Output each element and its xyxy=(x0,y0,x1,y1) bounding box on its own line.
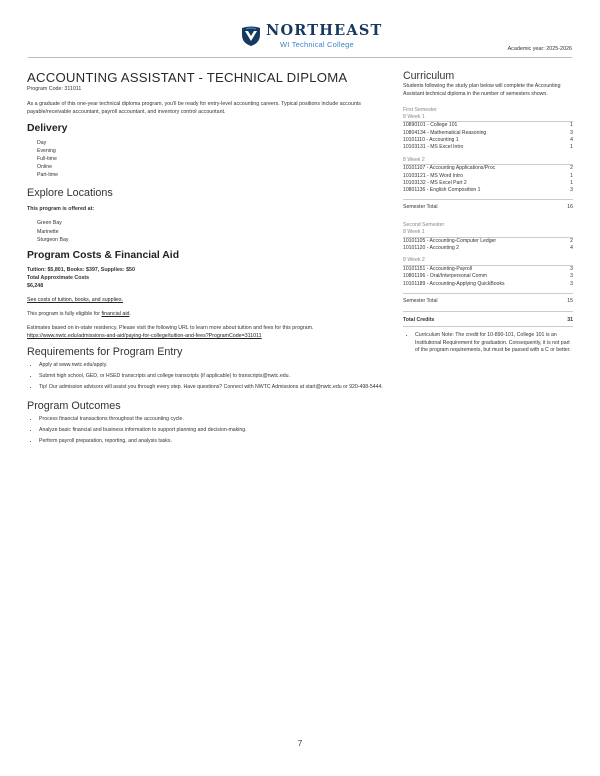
header-divider xyxy=(28,57,572,58)
eligible-prefix: This program is fully eligible for xyxy=(27,310,101,317)
semester-total-row xyxy=(403,204,573,210)
academic-year: Academic year: 2025-2026 xyxy=(507,46,572,52)
course-name: 10103131 - MS Excel Intro xyxy=(403,144,464,151)
delivery-item: Full-time xyxy=(37,156,57,163)
divider xyxy=(403,326,573,327)
course-row xyxy=(403,238,573,245)
course-credits: 1 xyxy=(570,122,573,129)
course-credits: 1 xyxy=(570,172,573,179)
curriculum-heading: Curriculum xyxy=(403,70,455,82)
curriculum-column xyxy=(403,70,573,355)
course-row xyxy=(403,173,573,180)
college-logo xyxy=(240,24,383,48)
course-name: 10101189 - Accounting-Applying QuickBooks xyxy=(403,280,505,287)
course-credits: 2 xyxy=(570,237,573,244)
semester-total-value: 15 xyxy=(567,298,573,305)
course-name: 10103121 - MS Word Intro xyxy=(403,172,463,179)
locations-heading: Explore Locations xyxy=(27,187,113,200)
course-row xyxy=(403,266,573,273)
course-name: 10801196 - Oral/Interpersonal Comm xyxy=(403,273,487,280)
divider xyxy=(403,311,573,312)
course-credits: 4 xyxy=(570,245,573,252)
logo-name: NORTHEAST xyxy=(266,22,383,39)
page-title: ACCOUNTING ASSISTANT - TECHNICAL DIPLOMA xyxy=(27,70,348,85)
offered-at-label: This program is offered at: xyxy=(27,206,95,213)
week-label: 8 Week 2 xyxy=(403,156,425,163)
course-credits: 3 xyxy=(570,129,573,136)
course-credits: 3 xyxy=(570,266,573,273)
semester-total-label: Semester Total xyxy=(403,204,438,211)
course-row xyxy=(403,273,573,280)
outcomes-heading: Program Outcomes xyxy=(27,400,121,413)
course-credits: 3 xyxy=(570,273,573,280)
estimates-text: Estimates based on in-state residency. Please visit the following URL to learn more about tuition and fees for this program. xyxy=(27,324,314,331)
location-item: Sturgeon Bay xyxy=(37,236,69,243)
location-item: Marinette xyxy=(37,228,59,235)
requirements-heading: Requirements for Program Entry xyxy=(27,345,183,358)
see-costs-link[interactable]: See costs of tuition, books, and supplies. xyxy=(27,296,123,303)
first-semester-label: First Semester xyxy=(403,107,437,113)
program-column xyxy=(27,70,387,449)
course-name: 10804134 - Mathematical Reasoning xyxy=(403,129,487,136)
course-name: 10101120 - Accounting 2 xyxy=(403,245,459,252)
locations-list xyxy=(37,219,387,243)
program-description: As a graduate of this one-year technical diploma program, you'll be ready for entry-level accounting careers. Typical positions include accounts payable/receivable accountant, payroll accountant, and inventory control accountant. xyxy=(27,101,361,115)
course-name: 10801136 - English Composition 1 xyxy=(403,187,481,194)
delivery-item: Day xyxy=(37,140,47,146)
week-label: 8 Week 1 xyxy=(403,229,425,236)
course-row xyxy=(403,281,573,288)
outcome-item: • Process financial transactions throughout the accounting cycle. xyxy=(39,416,387,424)
course-row xyxy=(403,245,573,252)
divider xyxy=(403,199,573,200)
course-credits: 2 xyxy=(570,165,573,172)
total-costs-value: $6,248 xyxy=(27,282,44,289)
semester-total-value: 16 xyxy=(567,204,573,211)
shield-icon xyxy=(240,25,262,47)
course-row xyxy=(403,137,573,144)
outcomes-list xyxy=(27,416,387,446)
program-code: Program Code: 311011 xyxy=(27,86,82,92)
eligible-suffix: . xyxy=(129,310,131,317)
eligibility-text xyxy=(27,310,387,318)
page-number: 7 xyxy=(297,738,303,748)
course-row xyxy=(403,144,573,151)
semester-total-row xyxy=(403,298,573,304)
course-name: 10890101 - College 101 xyxy=(403,122,458,129)
location-item: Green Bay xyxy=(37,220,62,227)
course-name: 10101151 - Accounting-Payroll xyxy=(403,266,472,273)
course-name: 10101107 - Accounting Applications/Proc xyxy=(403,165,496,172)
course-row xyxy=(403,165,573,172)
requirements-list xyxy=(27,362,387,392)
course-credits: 4 xyxy=(570,137,573,143)
delivery-list xyxy=(37,139,387,179)
course-row xyxy=(403,130,573,137)
delivery-item: Online xyxy=(37,164,52,171)
page-header xyxy=(0,0,600,64)
outcome-item: • Perform payroll preparation, reporting, and analysis tasks. xyxy=(39,438,387,446)
course-credits: 1 xyxy=(570,144,573,151)
delivery-item: Evening xyxy=(37,148,56,155)
course-row xyxy=(403,122,573,129)
requirement-item: • Apply at www.nwtc.edu/apply. xyxy=(39,362,387,370)
week-label: 8 Week 2 xyxy=(403,257,425,264)
delivery-item: Part-time xyxy=(37,172,59,179)
course-credits: 3 xyxy=(570,187,573,194)
requirement-item: • Tip! Our admission advisors will assist you through every step. Have questions? Connect with NWTC Admissions at start@nwtc.edu or 920-498-5444. xyxy=(39,384,387,392)
course-credits: 3 xyxy=(570,280,573,287)
course-row xyxy=(403,180,573,187)
tuition-url-link[interactable]: https://www.nwtc.edu/admissions-and-aid/paying-for-college/tuition-and-fees?ProgramCode=311011 xyxy=(27,332,262,339)
course-name: 10101110 - Accounting 1 xyxy=(403,137,459,143)
course-name: 10103132 - MS Excel Part 2 xyxy=(403,179,467,186)
total-credits-label: Total Credits xyxy=(403,317,435,324)
curriculum-note-list xyxy=(403,332,573,355)
course-name: 10101105 - Accounting-Computer Ledger xyxy=(403,237,497,244)
course-credits: 1 xyxy=(570,179,573,186)
semester-total-label: Semester Total xyxy=(403,298,438,305)
financial-aid-link[interactable]: financial aid xyxy=(101,310,130,317)
total-costs-label: Total Approximate Costs xyxy=(27,274,90,281)
outcome-item: • Analyze basic financial and business information to support planning and decision-making. xyxy=(39,427,387,435)
divider xyxy=(403,293,573,294)
curriculum-note: • Curriculum Note: The credit for 10-890-101, College 101 is an Institutional Requirement for graduation. Consequently, it is not part of the program requirements, but must be passed with a C or better. xyxy=(415,332,573,355)
curriculum-intro: Students following the study plan below will complete the Accounting Assistant technical diploma in the number of semesters shown. xyxy=(403,83,561,97)
costs-heading: Program Costs & Financial Aid xyxy=(27,249,180,261)
week-label: 8 Week 1 xyxy=(403,113,425,120)
tuition-line: Tuition: $5,801, Books: $397, Supplies: $50 xyxy=(27,266,135,273)
course-row xyxy=(403,187,573,194)
requirement-item: • Submit high school, GED, or HSED transcripts and college transcripts (if applicable) to transcripts@nwtc.edu. xyxy=(39,373,387,381)
logo-subtitle: WI Technical College xyxy=(280,39,354,49)
second-semester-label: Second Semester xyxy=(403,222,445,229)
total-credits-value: 31 xyxy=(567,317,573,324)
total-credits-row xyxy=(403,317,573,323)
delivery-heading: Delivery xyxy=(27,123,68,134)
